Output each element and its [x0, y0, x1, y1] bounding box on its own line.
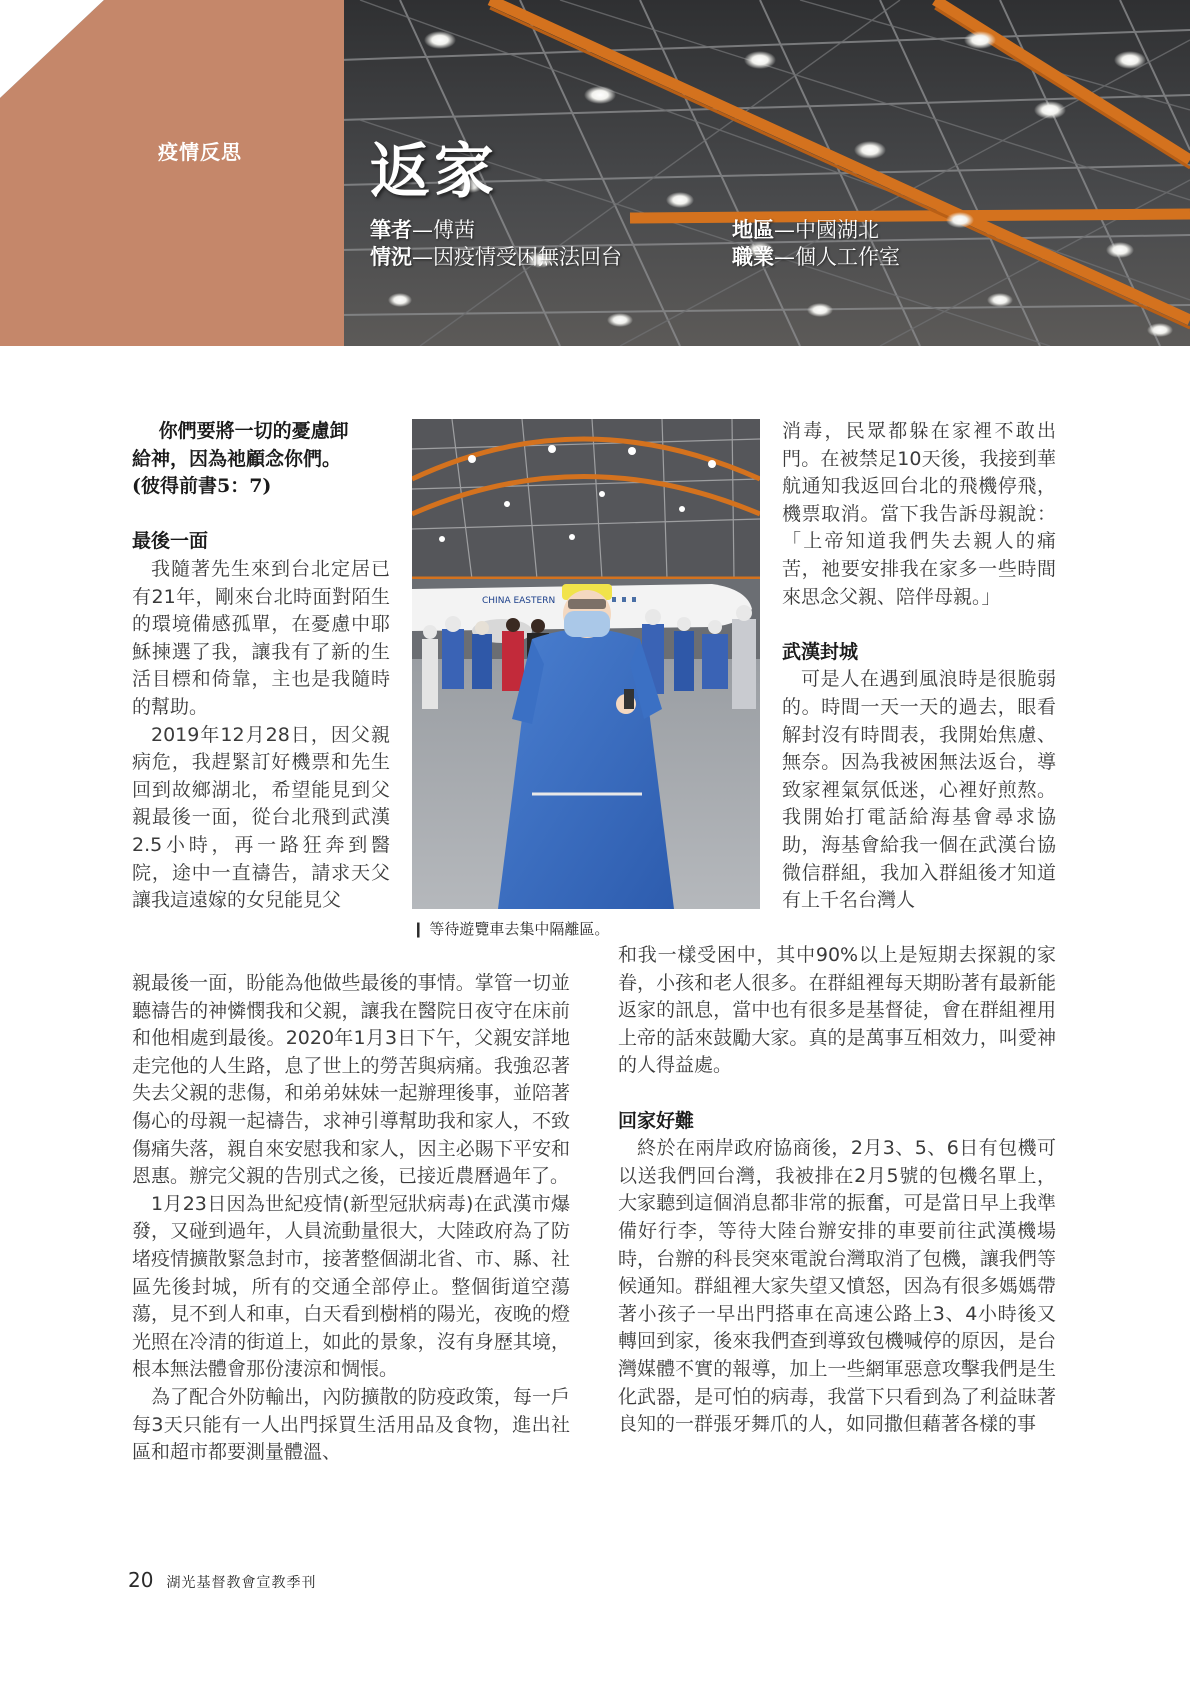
section-heading-hard-to-go-home: 回家好難	[618, 1109, 695, 1132]
section-tab-shape	[0, 0, 344, 346]
meta-author	[370, 214, 475, 244]
section-tab	[0, 0, 344, 346]
article-column-right-top	[782, 418, 1056, 915]
paragraph: 可是人在遇到風浪時是很脆弱的。時間一天一天的過去，眼看解封沒有時間表，我開始焦慮、無奈。因為我被困無法返台，導致家裡氣氛低迷，心裡好煎熬。我開始打電話給海基會尋求協助，海基會給我一個在武漢台協微信群組，我加入群組後才知道有上千名台灣人	[782, 668, 1056, 912]
scripture-verse	[132, 418, 390, 501]
paragraph: 為了配合外防輸出，內防擴散的防疫政策，每一戶每3天只能有一人出門採買生活用品及食物，進出社區和超市都要測量體溫、	[132, 1385, 570, 1464]
photo-caption: ❙ 等待遊覽車去集中隔離區。	[412, 920, 610, 938]
region-value: —中國湖北	[774, 218, 879, 242]
meta-situation	[370, 241, 622, 271]
page-number: 20	[128, 1568, 154, 1592]
paragraph: 2019年12月28日，因父親病危，我趕緊訂好機票和先生回到故鄉湖北，希望能見到父親最後一面，從台北飛到武漢 2.5小時，再一路狂奔到醫院，途中一直禱告，請求天父讓我這遠嫁的女兒能見父	[132, 723, 390, 912]
article-title: 返家	[370, 137, 498, 207]
verse-line: 你們要將一切的憂慮卸	[158, 420, 349, 442]
paragraph: 親最後一面，盼能為他做些最後的事情。掌管一切並聽禱告的神憐憫我和父親，讓我在醫院日夜守在床前和他相處到最後。2020年1月3日下午，父親安詳地走完他的人生路，息了世上的勞苦與病痛。我強忍著失去父親的悲傷，和弟弟妹妹一起辦理後事，並陪著傷心的母親一起禱告，求神引導幫助我和家人，不致傷痛失落，親自來安慰我和家人，因主必賜下平安和恩惠。辦完父親的告別式之後，已接近農曆過年了。	[132, 972, 570, 1188]
situation-label: 情況	[370, 245, 412, 269]
page-footer	[128, 1568, 317, 1592]
meta-region	[732, 214, 879, 244]
magazine-name: 湖光基督教會宣教季刊	[166, 1575, 317, 1591]
article-column-right-bottom	[618, 942, 1056, 1439]
region-label: 地區	[732, 218, 774, 242]
author-value: —傅茜	[412, 218, 475, 242]
plane-livery-text: CHINA EASTERN	[482, 596, 556, 606]
verse-line: 給神，因為祂顧念你們。	[132, 447, 342, 470]
paragraph: 和我一樣受困中，其中90%以上是短期去探親的家眷，小孩和老人很多。在群組裡每天期盼著有最新能返家的訊息，當中也有很多是基督徒，會在群組裡用上帝的話來鼓勵大家。真的是萬事互相效力，叫愛神的人得益處。	[618, 944, 1056, 1077]
section-heading-last-meeting: 最後一面	[132, 530, 209, 553]
header-banner	[0, 0, 1190, 346]
job-label: 職業	[732, 245, 774, 269]
paragraph: 消毒，民眾都躲在家裡不敢出門。在被禁足10天後，我接到華航通知我返回台北的飛機停飛，機票取消。當下我告訴母親說：「上帝知道我們失去親人的痛苦，祂要安排我在家多一些時間來思念父親、陪伴母親。」	[782, 420, 1056, 608]
airport-photo	[412, 419, 760, 909]
job-value: —個人工作室	[774, 245, 900, 269]
meta-job	[732, 241, 900, 271]
article-column-left-bottom	[132, 970, 570, 1467]
paragraph: 我隨著先生來到台北定居已有21年，剛來台北時面對陌生的環境備感孤單，在憂慮中耶穌揀選了我，讓我有了新的生活目標和倚靠，主也是我隨時的幫助。	[132, 557, 390, 718]
hangar-photo-image	[412, 419, 760, 909]
paragraph: 1月23日因為世紀疫情(新型冠狀病毒)在武漢市爆發，又碰到過年，人員流動量很大，大陸政府為了防堵疫情擴散緊急封市，接著整個湖北省、市、縣、社區先後封城，所有的交通全部停止。整個街道空蕩蕩，見不到人和車，白天看到樹梢的陽光，夜晚的燈光照在冷清的街道上，如此的景象，沒有身歷其境，根本無法體會那份淒涼和惆悵。	[132, 1192, 570, 1381]
photo-caption-text: 等待遊覽車去集中隔離區。	[429, 920, 610, 938]
section-heading-wuhan-lockdown: 武漢封城	[782, 640, 859, 663]
paragraph: 終於在兩岸政府協商後，2月3、5、6日有包機可以送我們回台灣，我被排在2月5號的包機名單上，大家聽到這個消息都非常的振奮，可是當日早上我準備好行李，等待大陸台辦安排的車要前往武漢機場時，台辦的科長突來電說台灣取消了包機，讓我們等候通知。群組裡大家失望又憤怒，因為有很多媽媽帶著小孩子一早出門搭車在高速公路上3、4小時後又轉回到家，後來我們查到導致包機喊停的原因，是台灣媒體不實的報導，加上一些網軍惡意攻擊我們是生化武器，是可怕的病毒，我當下只看到為了利益昧著良知的一群張牙舞爪的人，如同撒但藉著各樣的事	[618, 1137, 1056, 1436]
article-column-left-top	[132, 418, 390, 915]
section-tag: 疫情反思	[158, 140, 242, 164]
author-label: 筆者	[370, 218, 412, 242]
situation-value: —因疫情受困無法回台	[412, 245, 622, 269]
verse-reference: (彼得前書5：7)	[132, 475, 272, 498]
